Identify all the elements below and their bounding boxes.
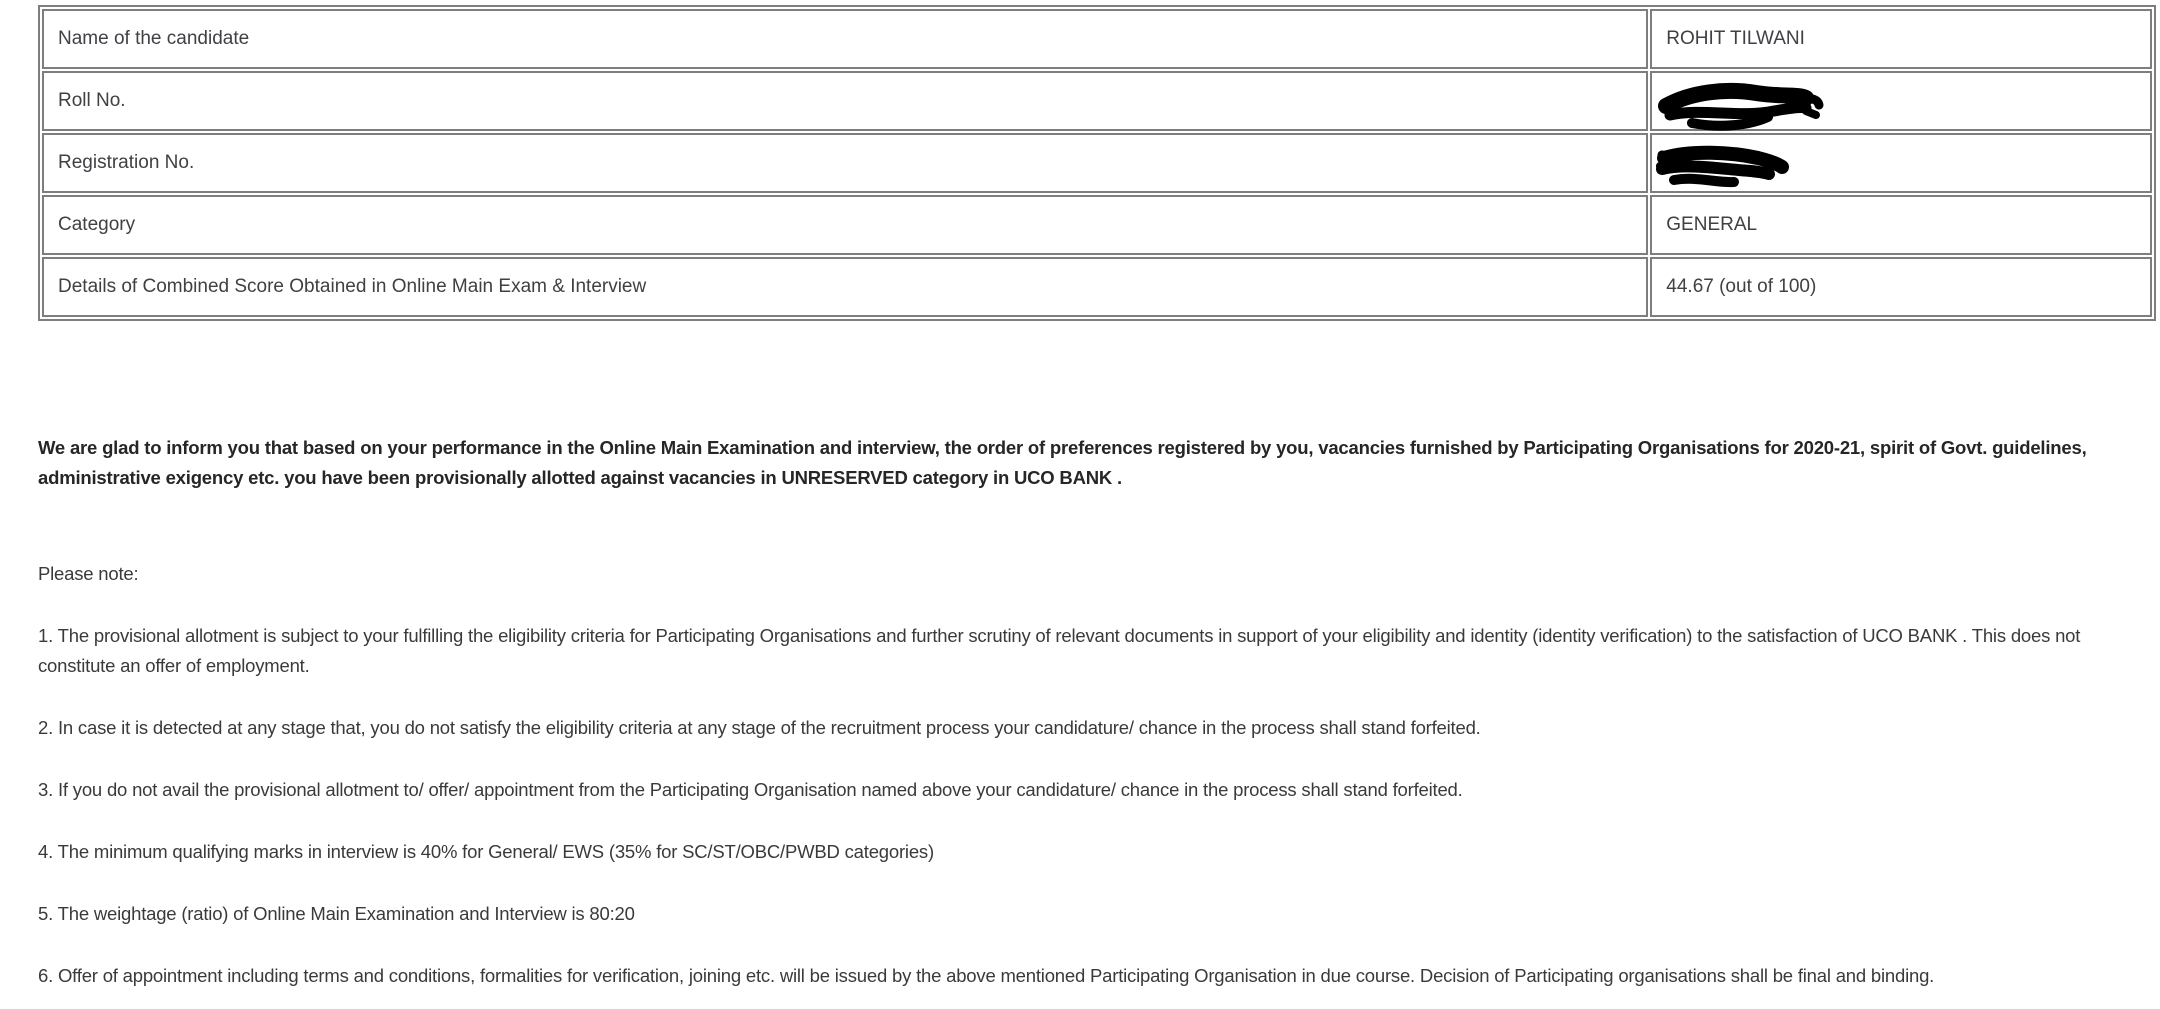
note-item-1: 1. The provisional allotment is subject to your fulfilling the eligibility criteria for Participating Organisations and further scrutiny of relevant documents in support of your eligibility and identity (identity verification) to the satisfaction of UCO BANK . This does not constitute an offer of employment.: [38, 625, 2081, 676]
table-row-combined-score: [42, 257, 2152, 317]
table-row-name: [42, 9, 2152, 69]
row-label-name: Name of the candidate: [42, 9, 1648, 69]
row-value-category: GENERAL: [1650, 195, 2152, 255]
table-row-roll-no: [42, 71, 2152, 131]
table-row-registration-no: [42, 133, 2152, 193]
candidate-details-table: [38, 5, 2156, 321]
note-item-6: 6. Offer of appointment including terms and conditions, formalities for verification, joining etc. will be issued by the above mentioned Participating Organisation in due course. Decision of Participating organisations shall be final and binding.: [38, 965, 1935, 986]
row-label-registration-no: Registration No.: [42, 133, 1648, 193]
row-value-roll-no: [1650, 71, 2152, 131]
row-value-name: ROHIT TILWANI: [1650, 9, 2152, 69]
redaction-scribble-icon: [1656, 142, 1806, 190]
note-item-3: 3. If you do not avail the provisional allotment to/ offer/ appointment from the Participating Organisation named above your candidature/ chance in the process shall stand forfeited.: [38, 779, 1463, 800]
row-value-combined-score: 44.67 (out of 100): [1650, 257, 2152, 317]
row-label-category: Category: [42, 195, 1648, 255]
table-row-category: [42, 195, 2152, 255]
note-item-2: 2. In case it is detected at any stage that, you do not satisfy the eligibility criteria at any stage of the recruitment process your candidature/ chance in the process shall stand forfeited.: [38, 717, 1481, 738]
allotment-announcement: We are glad to inform you that based on your performance in the Online Main Examination and interview, the order of preferences registered by you, vacancies furnished by Participating Organisations for 2020-21, spirit of Govt. guidelines, administrative exigency etc. you have been provisionally allotted against vacancies in UNRESERVED category in UCO BANK .: [38, 437, 2087, 488]
please-note-heading: Please note:: [38, 563, 139, 584]
row-label-combined-score: Details of Combined Score Obtained in Online Main Exam & Interview: [42, 257, 1648, 317]
row-value-registration-no: [1650, 133, 2152, 193]
note-item-4: 4. The minimum qualifying marks in interview is 40% for General/ EWS (35% for SC/ST/OBC/PWBD categories): [38, 841, 934, 862]
note-item-5: 5. The weightage (ratio) of Online Main Examination and Interview is 80:20: [38, 903, 635, 924]
redaction-scribble-icon: [1656, 80, 1826, 132]
row-label-roll-no: Roll No.: [42, 71, 1648, 131]
